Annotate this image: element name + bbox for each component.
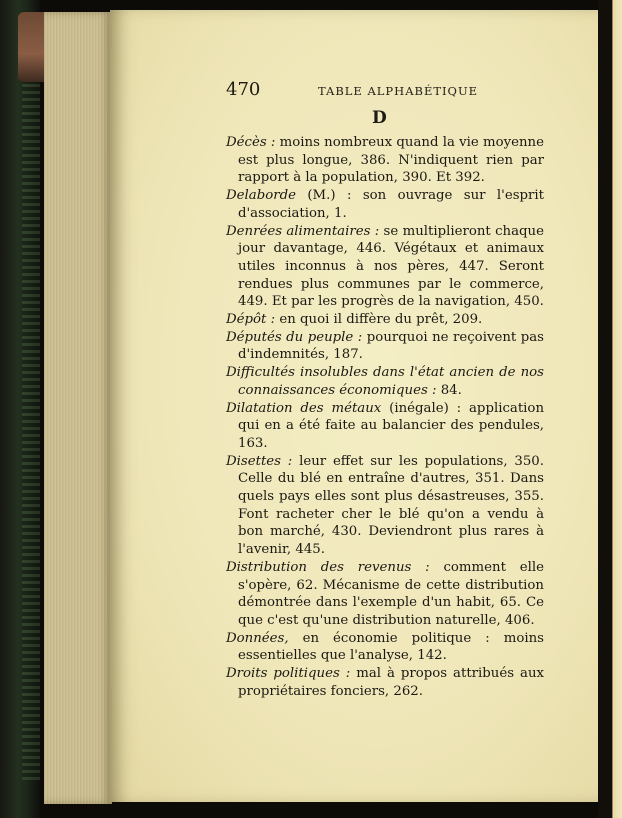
entry-head: Droits politiques : [226, 666, 351, 682]
entry-text: moins nombreux quand la vie moyenne est plus longue, 386. N'indiquent rien par rapport à la population, 390. Et 392. [238, 135, 544, 186]
entry-head: Dépôt : [226, 312, 276, 328]
page-number: 470 [226, 79, 261, 100]
index-entry [226, 559, 544, 630]
book-cover-left [0, 0, 40, 818]
entry-head: Députés du peuple : [226, 329, 363, 345]
entry-text: leur effet sur les populations, 350. Celle du blé en entraîne d'autres, 351. Dans quels pays elles sont plus désastreuses, 355. Font racheter cher le blé qu'on a vendu à bon marché, 430. Deviendront plus rares à l'avenir, 445. [238, 453, 544, 558]
entry-text: (inégale) : application qui en a été faite au balancier des pendules, 163. [238, 400, 545, 451]
index-entries [226, 134, 544, 701]
page-header [226, 79, 546, 103]
entry-head: Distribution des revenus : [226, 559, 430, 575]
index-entry [226, 364, 544, 399]
entry-text: comment elle s'opère, 62. Mécanisme de cette distribution démontrée dans l'exemple d'un habit, 65. Ce que c'est qu'une distribution naturelle, 406. [238, 559, 544, 628]
entry-text: mal à propos attribués aux propriétaires fonciers, 262. [238, 666, 545, 699]
entry-text: se multiplieront chaque jour davantage, 446. Végétaux et animaux utiles inconnus à nos pères, 447. Seront rendues plus communes par le commerce, 449. Et par les progrès de la navigation, 450. [238, 223, 544, 310]
index-entry [226, 453, 544, 559]
page-edges [44, 12, 112, 804]
entry-text: 84. [436, 382, 462, 398]
entry-head: Difficultés insolubles dans l'état ancien de nos connaissances économiques : [226, 365, 544, 398]
index-entry [226, 329, 544, 364]
entry-text: (M.) : son ouvrage sur l'esprit d'association, 1. [238, 188, 544, 221]
entry-text: pourquoi ne reçoivent pas d'indemnités, 187. [238, 329, 544, 363]
entry-head: Delaborde [226, 188, 296, 204]
index-entry [226, 223, 544, 312]
section-letter: D [372, 108, 387, 128]
index-entry [226, 665, 544, 700]
index-entry [226, 400, 544, 453]
running-head: TABLE ALPHABÉTIQUE [318, 84, 479, 98]
facing-page-edge [598, 0, 622, 818]
entry-head: Denrées alimentaires : [226, 223, 380, 239]
entry-text: en quoi il diffère du prêt, 209. [275, 312, 483, 328]
index-entry [226, 134, 544, 187]
entry-head: Dilatation des métaux [226, 400, 382, 416]
index-entry [226, 630, 544, 665]
index-entry [226, 311, 544, 329]
index-entry [226, 187, 544, 222]
entry-head: Décès : [226, 135, 276, 150]
entry-head: Disettes : [226, 453, 293, 469]
entry-text: en économie politique : moins essentielles que l'analyse, 142. [238, 630, 544, 664]
entry-head: Données, [226, 630, 289, 646]
